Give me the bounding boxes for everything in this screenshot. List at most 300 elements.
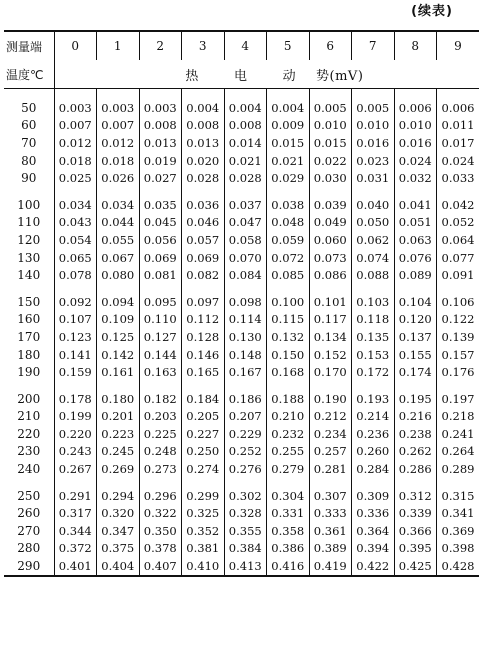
- emf-value-cell: 0.041: [394, 196, 437, 214]
- emf-value-cell: 0.010: [394, 117, 437, 135]
- emf-value-cell: 0.021: [267, 152, 310, 170]
- temperature-cell: 280: [17, 541, 41, 556]
- emf-value-cell: 0.184: [182, 390, 225, 408]
- emf-value-cell: 0.091: [437, 266, 480, 284]
- emf-value-cell: 0.086: [309, 266, 352, 284]
- emf-value-cell: 0.190: [309, 390, 352, 408]
- emf-value-cell: 0.074: [352, 249, 395, 267]
- emf-value-cell: 0.029: [267, 169, 310, 187]
- emf-value-cell: 0.069: [182, 249, 225, 267]
- emf-value-cell: 0.157: [437, 346, 480, 364]
- temperature-cell: 120: [17, 232, 41, 247]
- emf-value-cell: 0.024: [394, 152, 437, 170]
- emf-value-cell: 0.331: [267, 504, 310, 522]
- emf-value-cell: 0.127: [139, 328, 182, 346]
- emf-value-cell: 0.347: [97, 522, 140, 540]
- header-row-emf: [4, 60, 479, 89]
- emf-value-cell: 0.067: [97, 249, 140, 267]
- table-row: [4, 425, 479, 443]
- emf-value-cell: 0.004: [224, 99, 267, 117]
- emf-value-cell: 0.144: [139, 346, 182, 364]
- emf-value-cell: 0.401: [54, 557, 97, 576]
- emf-value-cell: 0.008: [139, 117, 182, 135]
- table-row: [4, 504, 479, 522]
- emf-value-cell: 0.155: [394, 346, 437, 364]
- emf-value-cell: 0.027: [139, 169, 182, 187]
- emf-value-cell: 0.142: [97, 346, 140, 364]
- emf-value-cell: 0.039: [309, 196, 352, 214]
- emf-value-cell: 0.023: [352, 152, 395, 170]
- emf-value-cell: 0.040: [352, 196, 395, 214]
- emf-value-cell: 0.098: [224, 293, 267, 311]
- emf-value-cell: 0.416: [267, 557, 310, 576]
- emf-value-cell: 0.062: [352, 231, 395, 249]
- spacer-row: [4, 478, 479, 487]
- emf-value-cell: 0.117: [309, 311, 352, 329]
- emf-value-cell: 0.299: [182, 487, 225, 505]
- emf-value-cell: 0.372: [54, 540, 97, 558]
- emf-value-cell: 0.407: [139, 557, 182, 576]
- emf-value-cell: 0.243: [54, 443, 97, 461]
- emf-value-cell: 0.110: [139, 311, 182, 329]
- table-row: [4, 196, 479, 214]
- emf-value-cell: 0.057: [182, 231, 225, 249]
- emf-value-cell: 0.381: [182, 540, 225, 558]
- emf-value-cell: 0.049: [309, 214, 352, 232]
- emf-value-cell: 0.032: [394, 169, 437, 187]
- emf-value-cell: 0.336: [352, 504, 395, 522]
- emf-value-cell: 0.176: [437, 363, 480, 381]
- emf-value-cell: 0.229: [224, 425, 267, 443]
- table-row: [4, 460, 479, 478]
- emf-value-cell: 0.047: [224, 214, 267, 232]
- emf-value-cell: 0.013: [139, 134, 182, 152]
- emf-value-cell: 0.289: [437, 460, 480, 478]
- emf-span-label: [54, 60, 479, 89]
- table-row: [4, 408, 479, 426]
- emf-value-cell: 0.161: [97, 363, 140, 381]
- emf-value-cell: 0.010: [309, 117, 352, 135]
- emf-value-cell: 0.095: [139, 293, 182, 311]
- temperature-cell: 240: [17, 462, 41, 477]
- emf-value-cell: 0.003: [54, 99, 97, 117]
- emf-value-cell: 0.016: [352, 134, 395, 152]
- emf-value-cell: 0.060: [309, 231, 352, 249]
- emf-value-cell: 0.073: [309, 249, 352, 267]
- temperature-cell: 190: [17, 365, 41, 380]
- emf-value-cell: 0.033: [437, 169, 480, 187]
- emf-value-cell: 0.355: [224, 522, 267, 540]
- emf-value-cell: 0.006: [394, 99, 437, 117]
- column-header-7: 7: [352, 31, 395, 60]
- emf-value-cell: 0.042: [437, 196, 480, 214]
- temperature-cell: 270: [17, 523, 41, 538]
- emf-value-cell: 0.312: [394, 487, 437, 505]
- emf-value-cell: 0.011: [437, 117, 480, 135]
- emf-value-cell: 0.070: [224, 249, 267, 267]
- emf-value-cell: 0.375: [97, 540, 140, 558]
- emf-value-cell: 0.080: [97, 266, 140, 284]
- emf-value-cell: 0.084: [224, 266, 267, 284]
- emf-value-cell: 0.004: [182, 99, 225, 117]
- emf-value-cell: 0.250: [182, 443, 225, 461]
- emf-value-cell: 0.205: [182, 408, 225, 426]
- row-label-bottom: 温度℃: [6, 67, 44, 82]
- table-row: [4, 99, 479, 117]
- emf-value-cell: 0.307: [309, 487, 352, 505]
- table-body: [4, 89, 479, 576]
- emf-value-cell: 0.006: [437, 99, 480, 117]
- emf-value-cell: 0.101: [309, 293, 352, 311]
- emf-value-cell: 0.207: [224, 408, 267, 426]
- emf-value-cell: 0.186: [224, 390, 267, 408]
- table-row: [4, 152, 479, 170]
- emf-value-cell: 0.199: [54, 408, 97, 426]
- table-row: [4, 443, 479, 461]
- column-header-1: 1: [97, 31, 140, 60]
- emf-value-cell: 0.012: [97, 134, 140, 152]
- emf-value-cell: 0.304: [267, 487, 310, 505]
- column-header-9: 9: [437, 31, 480, 60]
- emf-value-cell: 0.276: [224, 460, 267, 478]
- emf-value-cell: 0.022: [309, 152, 352, 170]
- emf-value-cell: 0.398: [437, 540, 480, 558]
- emf-value-cell: 0.197: [437, 390, 480, 408]
- emf-value-cell: 0.302: [224, 487, 267, 505]
- emf-value-cell: 0.394: [352, 540, 395, 558]
- emf-value-cell: 0.366: [394, 522, 437, 540]
- spacer-row: [4, 89, 479, 100]
- continued-label: (续表): [411, 4, 453, 19]
- column-header-4: 4: [224, 31, 267, 60]
- emf-value-cell: 0.115: [267, 311, 310, 329]
- emf-value-cell: 0.294: [97, 487, 140, 505]
- emf-value-cell: 0.055: [97, 231, 140, 249]
- emf-value-cell: 0.262: [394, 443, 437, 461]
- emf-value-cell: 0.054: [54, 231, 97, 249]
- spacer-row: [4, 284, 479, 293]
- temperature-cell: 180: [17, 347, 41, 362]
- emf-value-cell: 0.020: [182, 152, 225, 170]
- emf-value-cell: 0.269: [97, 460, 140, 478]
- emf-value-cell: 0.007: [97, 117, 140, 135]
- row-label-top: 测量端: [6, 39, 43, 54]
- emf-value-cell: 0.094: [97, 293, 140, 311]
- emf-value-cell: 0.065: [54, 249, 97, 267]
- emf-value-cell: 0.088: [352, 266, 395, 284]
- spacer-row: [4, 381, 479, 390]
- emf-value-cell: 0.014: [224, 134, 267, 152]
- temperature-cell: 150: [17, 294, 41, 309]
- emf-value-cell: 0.188: [267, 390, 310, 408]
- table-row: [4, 328, 479, 346]
- emf-value-cell: 0.024: [437, 152, 480, 170]
- emf-value-cell: 0.097: [182, 293, 225, 311]
- emf-value-cell: 0.044: [97, 214, 140, 232]
- emf-value-cell: 0.218: [437, 408, 480, 426]
- emf-value-cell: 0.013: [182, 134, 225, 152]
- emf-value-cell: 0.267: [54, 460, 97, 478]
- temperature-cell: 100: [17, 197, 41, 212]
- emf-value-cell: 0.178: [54, 390, 97, 408]
- temperature-cell: 250: [17, 488, 41, 503]
- emf-value-cell: 0.063: [394, 231, 437, 249]
- emf-value-cell: 0.025: [54, 169, 97, 187]
- emf-value-cell: 0.225: [139, 425, 182, 443]
- emf-value-cell: 0.378: [139, 540, 182, 558]
- emf-value-cell: 0.016: [394, 134, 437, 152]
- emf-value-cell: 0.248: [139, 443, 182, 461]
- table-row: [4, 293, 479, 311]
- emf-char-2: 电: [233, 68, 248, 84]
- temperature-cell: 170: [17, 329, 41, 344]
- emf-value-cell: 0.146: [182, 346, 225, 364]
- emf-value-cell: 0.344: [54, 522, 97, 540]
- emf-value-cell: 0.238: [394, 425, 437, 443]
- emf-value-cell: 0.007: [54, 117, 97, 135]
- emf-value-cell: 0.234: [309, 425, 352, 443]
- emf-value-cell: 0.104: [394, 293, 437, 311]
- emf-value-cell: 0.005: [309, 99, 352, 117]
- table-row: [4, 266, 479, 284]
- table-row: [4, 363, 479, 381]
- emf-value-cell: 0.322: [139, 504, 182, 522]
- emf-value-cell: 0.028: [182, 169, 225, 187]
- emf-value-cell: 0.257: [309, 443, 352, 461]
- emf-value-cell: 0.018: [97, 152, 140, 170]
- emf-value-cell: 0.018: [54, 152, 97, 170]
- emf-value-cell: 0.364: [352, 522, 395, 540]
- emf-char-1: 热: [185, 68, 199, 84]
- emf-value-cell: 0.260: [352, 443, 395, 461]
- emf-value-cell: 0.132: [267, 328, 310, 346]
- emf-value-cell: 0.141: [54, 346, 97, 364]
- emf-value-cell: 0.350: [139, 522, 182, 540]
- header-row-columns: [4, 31, 479, 60]
- column-header-3: 3: [182, 31, 225, 60]
- emf-value-cell: 0.220: [54, 425, 97, 443]
- emf-value-cell: 0.015: [267, 134, 310, 152]
- emf-value-cell: 0.003: [97, 99, 140, 117]
- emf-value-cell: 0.315: [437, 487, 480, 505]
- emf-value-cell: 0.320: [97, 504, 140, 522]
- emf-value-cell: 0.056: [139, 231, 182, 249]
- emf-value-cell: 0.223: [97, 425, 140, 443]
- emf-value-cell: 0.395: [394, 540, 437, 558]
- emf-value-cell: 0.045: [139, 214, 182, 232]
- emf-value-cell: 0.339: [394, 504, 437, 522]
- emf-value-cell: 0.008: [224, 117, 267, 135]
- emf-value-cell: 0.241: [437, 425, 480, 443]
- emf-value-cell: 0.341: [437, 504, 480, 522]
- temperature-cell: 50: [21, 100, 37, 115]
- emf-value-cell: 0.273: [139, 460, 182, 478]
- emf-value-cell: 0.152: [309, 346, 352, 364]
- emf-value-cell: 0.216: [394, 408, 437, 426]
- emf-value-cell: 0.410: [182, 557, 225, 576]
- emf-value-cell: 0.227: [182, 425, 225, 443]
- emf-value-cell: 0.182: [139, 390, 182, 408]
- column-header-5: 5: [267, 31, 310, 60]
- emf-value-cell: 0.128: [182, 328, 225, 346]
- table-row: [4, 540, 479, 558]
- emf-value-cell: 0.038: [267, 196, 310, 214]
- emf-value-cell: 0.085: [267, 266, 310, 284]
- emf-value-cell: 0.245: [97, 443, 140, 461]
- emf-value-cell: 0.291: [54, 487, 97, 505]
- emf-value-cell: 0.428: [437, 557, 480, 576]
- emf-value-cell: 0.048: [267, 214, 310, 232]
- emf-value-cell: 0.404: [97, 557, 140, 576]
- emf-value-cell: 0.076: [394, 249, 437, 267]
- table-row: [4, 134, 479, 152]
- emf-value-cell: 0.264: [437, 443, 480, 461]
- emf-value-cell: 0.092: [54, 293, 97, 311]
- emf-value-cell: 0.035: [139, 196, 182, 214]
- table-row: [4, 487, 479, 505]
- emf-value-cell: 0.021: [224, 152, 267, 170]
- temperature-cell: 60: [21, 118, 37, 133]
- table-row: [4, 522, 479, 540]
- emf-value-cell: 0.064: [437, 231, 480, 249]
- emf-value-cell: 0.046: [182, 214, 225, 232]
- emf-value-cell: 0.170: [309, 363, 352, 381]
- emf-value-cell: 0.286: [394, 460, 437, 478]
- emf-value-cell: 0.150: [267, 346, 310, 364]
- emf-value-cell: 0.106: [437, 293, 480, 311]
- temperature-cell: 130: [17, 250, 41, 265]
- emf-value-cell: 0.210: [267, 408, 310, 426]
- emf-value-cell: 0.236: [352, 425, 395, 443]
- emf-value-cell: 0.296: [139, 487, 182, 505]
- thermocouple-emf-table: [4, 30, 479, 577]
- emf-value-cell: 0.325: [182, 504, 225, 522]
- emf-value-cell: 0.413: [224, 557, 267, 576]
- temperature-cell: 70: [21, 135, 37, 150]
- emf-value-cell: 0.419: [309, 557, 352, 576]
- emf-value-cell: 0.058: [224, 231, 267, 249]
- emf-value-cell: 0.120: [394, 311, 437, 329]
- emf-value-cell: 0.195: [394, 390, 437, 408]
- emf-value-cell: 0.009: [267, 117, 310, 135]
- table-row: [4, 346, 479, 364]
- emf-value-cell: 0.122: [437, 311, 480, 329]
- emf-value-cell: 0.077: [437, 249, 480, 267]
- emf-char-4: 势(mV): [316, 68, 364, 84]
- emf-value-cell: 0.153: [352, 346, 395, 364]
- emf-value-cell: 0.100: [267, 293, 310, 311]
- emf-value-cell: 0.118: [352, 311, 395, 329]
- emf-value-cell: 0.232: [267, 425, 310, 443]
- emf-value-cell: 0.172: [352, 363, 395, 381]
- table-row: [4, 214, 479, 232]
- emf-value-cell: 0.089: [394, 266, 437, 284]
- emf-value-cell: 0.255: [267, 443, 310, 461]
- table-row: [4, 169, 479, 187]
- emf-value-cell: 0.072: [267, 249, 310, 267]
- emf-value-cell: 0.015: [309, 134, 352, 152]
- spacer-row: [4, 187, 479, 196]
- emf-value-cell: 0.193: [352, 390, 395, 408]
- emf-value-cell: 0.252: [224, 443, 267, 461]
- table-row: [4, 557, 479, 576]
- emf-value-cell: 0.026: [97, 169, 140, 187]
- emf-value-cell: 0.008: [182, 117, 225, 135]
- emf-value-cell: 0.103: [352, 293, 395, 311]
- column-header-8: 8: [394, 31, 437, 60]
- emf-value-cell: 0.081: [139, 266, 182, 284]
- emf-char-3: 动: [282, 68, 297, 84]
- emf-value-cell: 0.017: [437, 134, 480, 152]
- emf-value-cell: 0.168: [267, 363, 310, 381]
- emf-value-cell: 0.031: [352, 169, 395, 187]
- emf-value-cell: 0.165: [182, 363, 225, 381]
- emf-value-cell: 0.422: [352, 557, 395, 576]
- emf-value-cell: 0.369: [437, 522, 480, 540]
- emf-value-cell: 0.037: [224, 196, 267, 214]
- emf-value-cell: 0.389: [309, 540, 352, 558]
- emf-value-cell: 0.030: [309, 169, 352, 187]
- emf-value-cell: 0.174: [394, 363, 437, 381]
- emf-value-cell: 0.203: [139, 408, 182, 426]
- emf-value-cell: 0.352: [182, 522, 225, 540]
- emf-value-cell: 0.004: [267, 99, 310, 117]
- emf-value-cell: 0.010: [352, 117, 395, 135]
- emf-value-cell: 0.019: [139, 152, 182, 170]
- emf-value-cell: 0.167: [224, 363, 267, 381]
- emf-value-cell: 0.036: [182, 196, 225, 214]
- emf-value-cell: 0.317: [54, 504, 97, 522]
- emf-value-cell: 0.212: [309, 408, 352, 426]
- emf-value-cell: 0.137: [394, 328, 437, 346]
- temperature-cell: 230: [17, 444, 41, 459]
- temperature-cell: 80: [21, 153, 37, 168]
- emf-value-cell: 0.139: [437, 328, 480, 346]
- emf-value-cell: 0.274: [182, 460, 225, 478]
- emf-value-cell: 0.135: [352, 328, 395, 346]
- emf-value-cell: 0.148: [224, 346, 267, 364]
- emf-value-cell: 0.159: [54, 363, 97, 381]
- emf-value-cell: 0.082: [182, 266, 225, 284]
- emf-value-cell: 0.043: [54, 214, 97, 232]
- emf-value-cell: 0.384: [224, 540, 267, 558]
- table-row: [4, 249, 479, 267]
- emf-value-cell: 0.112: [182, 311, 225, 329]
- temperature-cell: 160: [17, 312, 41, 327]
- emf-value-cell: 0.109: [97, 311, 140, 329]
- emf-value-cell: 0.163: [139, 363, 182, 381]
- emf-value-cell: 0.005: [352, 99, 395, 117]
- column-header-0: 0: [54, 31, 97, 60]
- emf-value-cell: 0.279: [267, 460, 310, 478]
- temperature-cell: 260: [17, 506, 41, 521]
- emf-value-cell: 0.180: [97, 390, 140, 408]
- temperature-cell: 140: [17, 268, 41, 283]
- emf-value-cell: 0.125: [97, 328, 140, 346]
- emf-value-cell: 0.425: [394, 557, 437, 576]
- emf-value-cell: 0.034: [97, 196, 140, 214]
- emf-value-cell: 0.052: [437, 214, 480, 232]
- emf-value-cell: 0.069: [139, 249, 182, 267]
- emf-value-cell: 0.333: [309, 504, 352, 522]
- emf-value-cell: 0.281: [309, 460, 352, 478]
- table-row: [4, 117, 479, 135]
- emf-value-cell: 0.050: [352, 214, 395, 232]
- emf-value-cell: 0.361: [309, 522, 352, 540]
- temperature-cell: 90: [21, 171, 37, 186]
- emf-value-cell: 0.123: [54, 328, 97, 346]
- emf-value-cell: 0.003: [139, 99, 182, 117]
